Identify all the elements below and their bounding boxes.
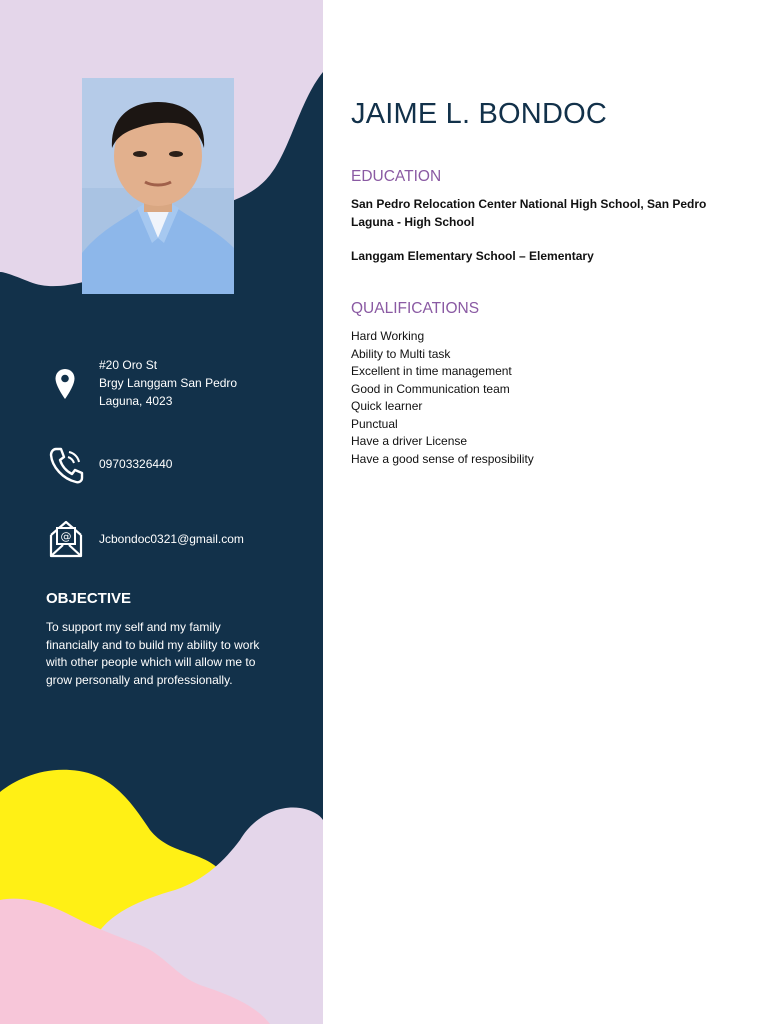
objective-text: To support my self and my family financially and to build my ability to work with other people which will allow me to grow personally and professionally. <box>46 620 260 687</box>
sidebar <box>0 0 323 1024</box>
address-line-2: Brgy Langgam San Pedro <box>99 376 238 390</box>
list-item: Punctual <box>351 416 398 431</box>
address-line-3: Laguna, 4023 <box>99 394 173 408</box>
phone-icon <box>48 446 84 484</box>
map-pin-icon <box>54 368 76 400</box>
address-text <box>99 356 237 410</box>
list-item: Ability to Multi task <box>351 346 451 361</box>
profile-photo <box>82 78 234 294</box>
email-text: Jcbondoc0321@gmail.com <box>99 532 244 546</box>
svg-text:@: @ <box>60 530 72 543</box>
candidate-name: JAIME L. BONDOC <box>351 98 607 130</box>
education-entry-high-school: San Pedro Relocation Center National High School, San Pedro Laguna - High School <box>351 197 707 229</box>
education-entry-elementary: Langgam Elementary School – Elementary <box>351 249 594 263</box>
address-line-1: #20 Oro St <box>99 358 158 372</box>
objective-heading: OBJECTIVE <box>46 590 132 607</box>
list-item: Excellent in time management <box>351 364 512 378</box>
list-item: Have a good sense of resposibility <box>351 451 534 466</box>
list-item: Good in Communication team <box>351 381 510 396</box>
education-heading: EDUCATION <box>351 168 442 185</box>
list-item: Have a driver License <box>351 434 468 448</box>
qualifications-list <box>351 328 534 468</box>
phone-text: 09703326440 <box>99 457 173 471</box>
list-item: Quick learner <box>351 399 423 413</box>
email-icon <box>48 519 84 559</box>
qualifications-heading: QUALIFICATIONS <box>351 300 480 317</box>
list-item: Hard Working <box>351 329 425 343</box>
